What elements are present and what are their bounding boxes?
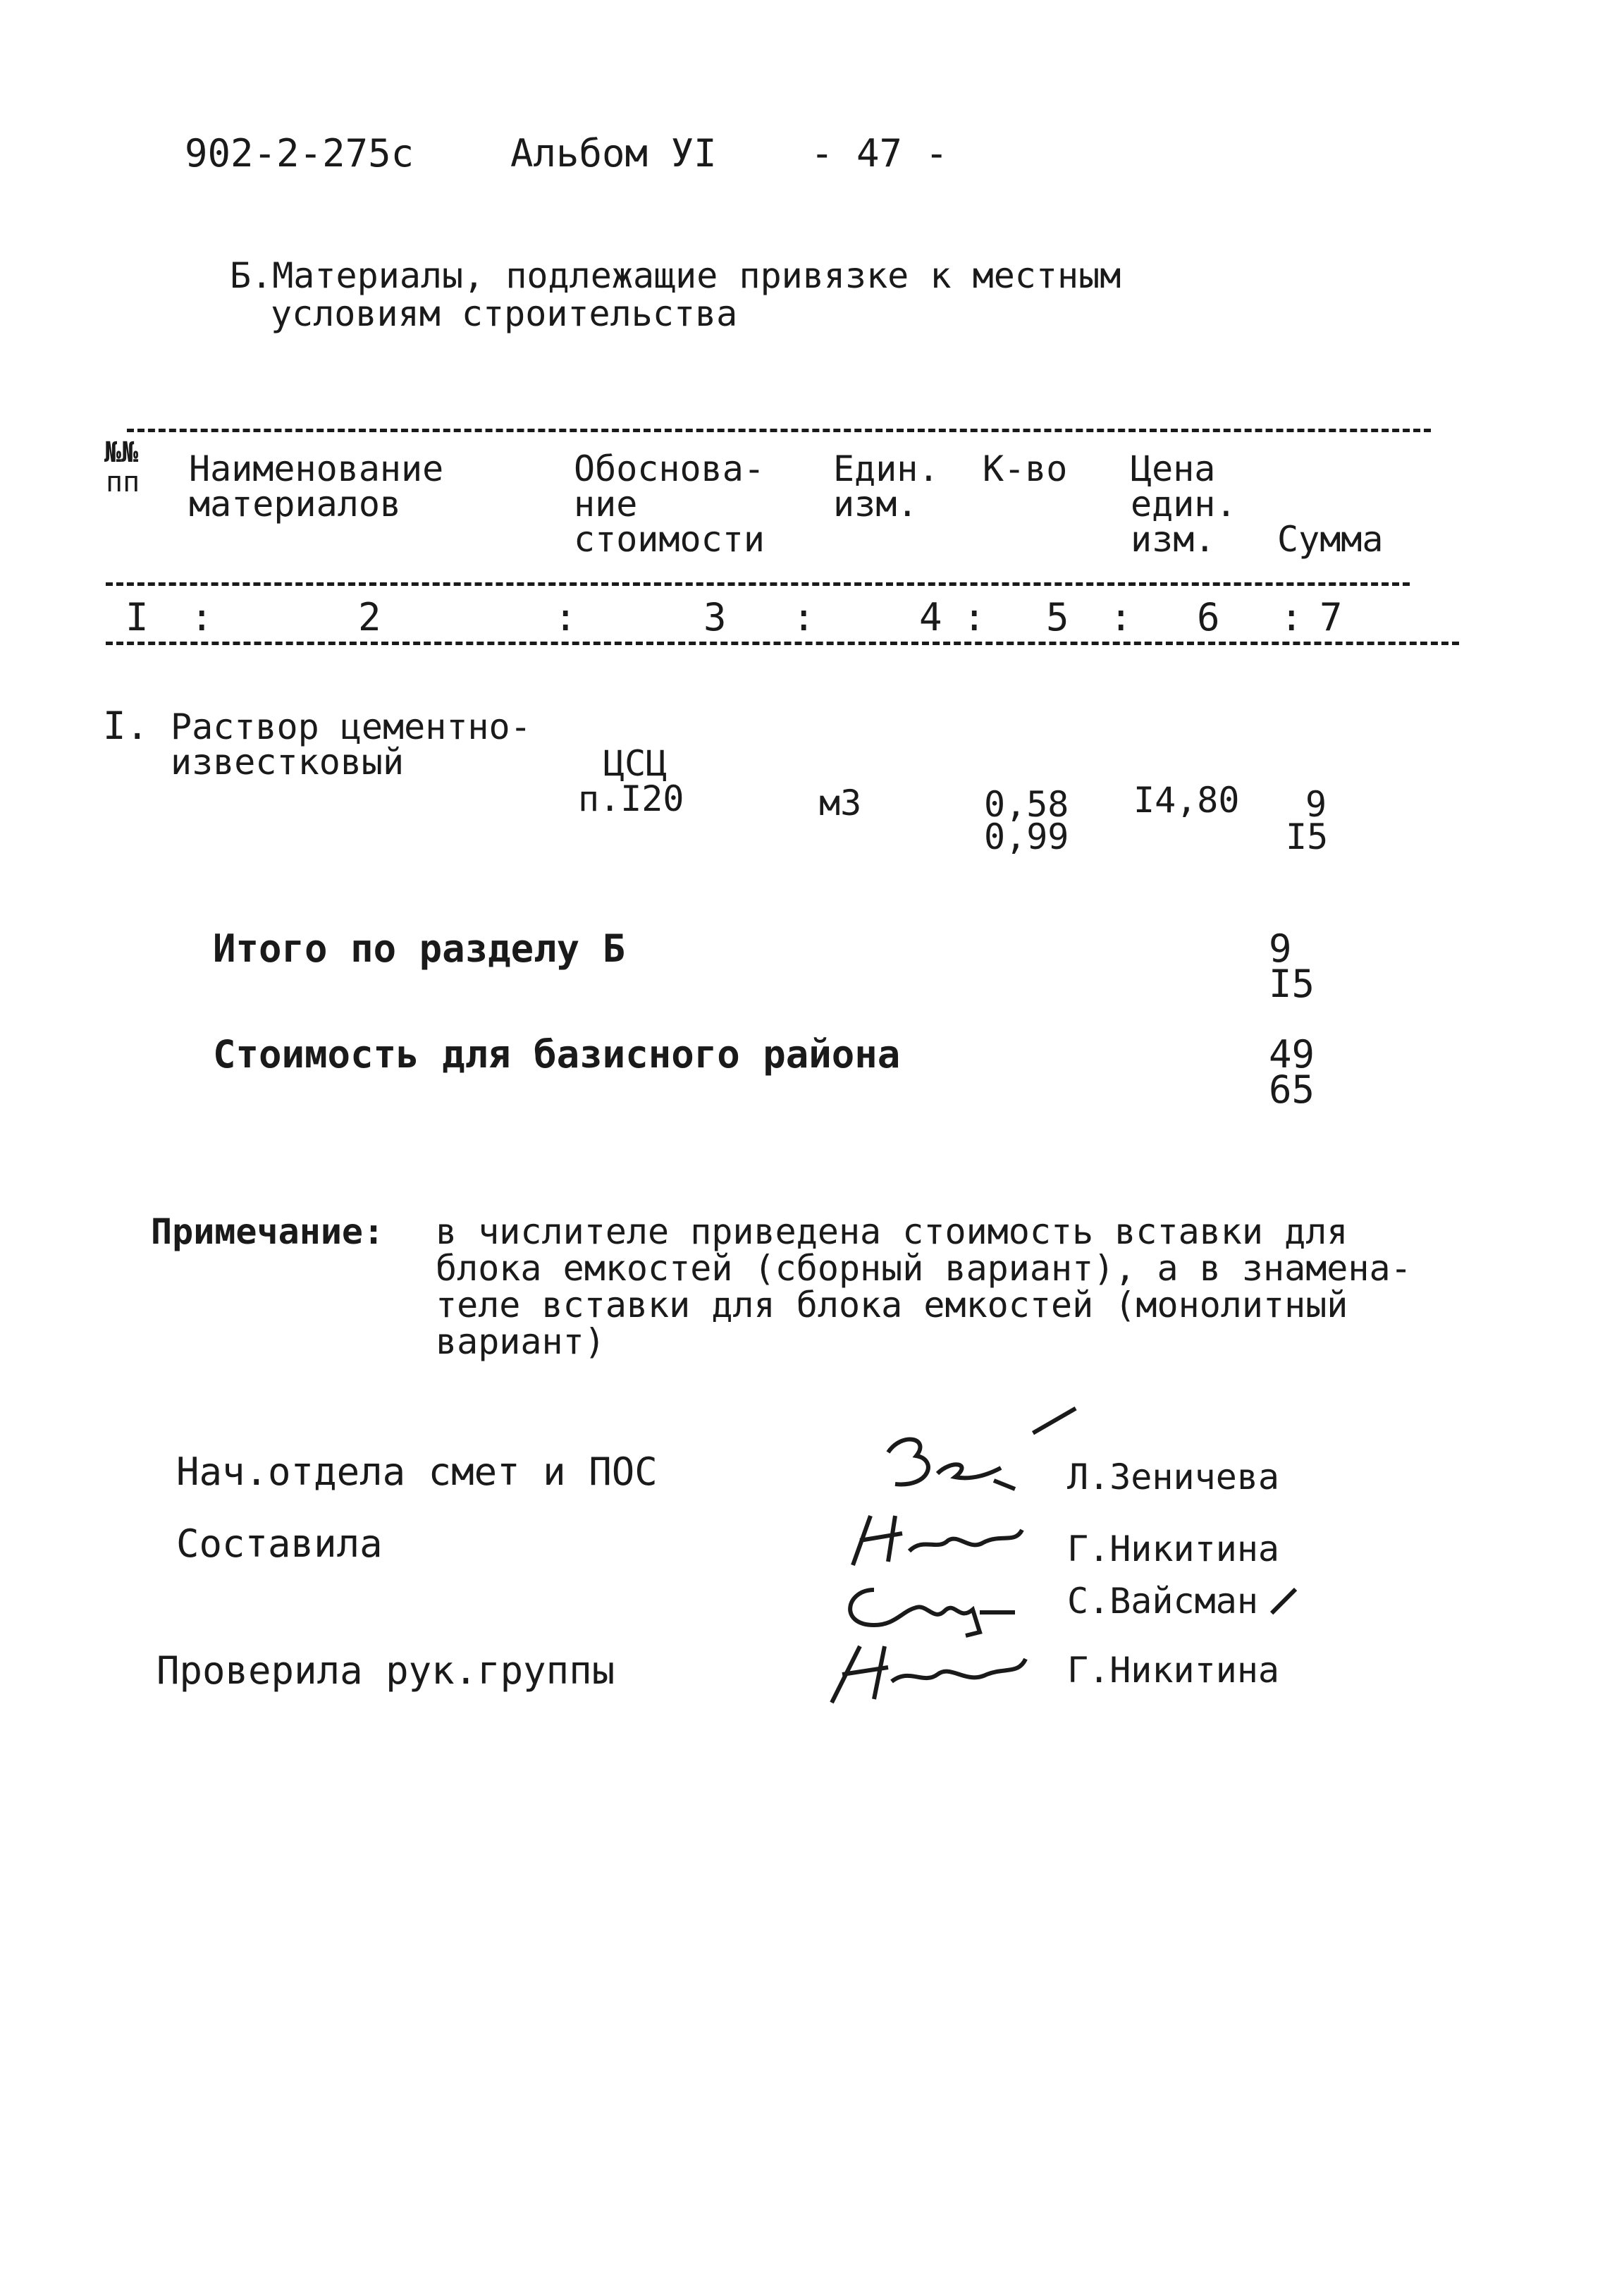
signature-2-image: [832, 1502, 1043, 1572]
total-numerator: 9: [1269, 926, 1292, 971]
col-separator: :: [190, 595, 214, 639]
header-sum: Сумма: [1277, 519, 1384, 560]
signature-3-slash: [1270, 1588, 1297, 1615]
name-4: Г.Никитина: [1067, 1650, 1280, 1691]
row-qty-numerator: 0,58: [984, 784, 1069, 825]
base-cost-denominator: 65: [1269, 1067, 1315, 1112]
name-1: Л.Зеничева: [1067, 1457, 1280, 1497]
row-unit: м3: [819, 783, 862, 823]
section-title-line1: Б.Материалы, подлежащие привязке к местным: [230, 255, 1121, 296]
note-line1: в числителе приведена стоимость вставки для: [436, 1211, 1348, 1252]
header-basis-line2: ние: [574, 484, 638, 525]
page-number: - 47 -: [811, 131, 949, 176]
row-sum-numerator: 9: [1305, 784, 1327, 825]
header-bottom-rule: [106, 582, 1410, 586]
header-name-line2: материалов: [189, 484, 402, 525]
header-price-line1: Цена: [1131, 448, 1216, 489]
total-label: Итого по разделу Б: [213, 926, 626, 971]
note-line3: теле вставки для блока емкостей (монолитный: [436, 1285, 1348, 1325]
signature-3-image: [832, 1569, 1043, 1639]
row-basis-line1: ЦСЦ: [603, 743, 668, 784]
col-separator: :: [554, 595, 577, 639]
header-unit-line2: изм.: [833, 484, 918, 525]
row-sum-denominator: I5: [1286, 816, 1329, 857]
row-number: I.: [103, 704, 149, 748]
row-name-line1: Раствор цементно-: [171, 706, 531, 747]
col-number-4: 4: [919, 595, 942, 639]
note-line2: блока емкостей (сборный вариант), а в знамена-: [436, 1248, 1412, 1289]
header-name-line1: Наименование: [189, 448, 444, 489]
col-number-5: 5: [1046, 595, 1069, 639]
section-title-line2: условиям строительства: [271, 293, 738, 334]
col-numbers-bottom-rule: [106, 642, 1459, 645]
base-cost-label: Стоимость для базисного района: [213, 1032, 901, 1077]
table-top-rule: [127, 429, 1431, 432]
total-denominator: I5: [1269, 962, 1315, 1006]
role-checked-by: Проверила рук.группы: [156, 1648, 615, 1693]
header-basis-line1: Обоснова-: [574, 448, 765, 489]
row-qty-denominator: 0,99: [984, 816, 1069, 857]
note-line4: вариант): [436, 1321, 605, 1362]
col-separator: :: [1109, 595, 1133, 639]
note-label: Примечание:: [151, 1211, 385, 1252]
header-num-line1: №№: [104, 436, 139, 469]
name-3: С.Вайсман: [1067, 1581, 1258, 1622]
header-basis-line3: стоимости: [574, 519, 765, 560]
col-separator: :: [792, 595, 816, 639]
header-qty: К-во: [983, 448, 1068, 489]
signature-1-image: [832, 1424, 1064, 1502]
col-separator: :: [1280, 595, 1303, 639]
role-compiled-by: Составила: [176, 1521, 383, 1566]
row-basis-line2: п.I20: [578, 778, 684, 819]
album-label: Альбом УI: [510, 131, 717, 176]
row-name-line2: известковый: [171, 742, 405, 783]
name-2: Г.Никитина: [1067, 1528, 1280, 1569]
header-unit-line1: Един.: [833, 448, 940, 489]
header-num-line2: пп: [106, 466, 140, 498]
header-price-line2: един.: [1131, 484, 1237, 525]
col-number-7: 7: [1320, 595, 1343, 639]
col-number-6: 6: [1197, 595, 1220, 639]
col-separator: :: [963, 595, 986, 639]
document-code: 902-2-275с: [185, 131, 414, 176]
col-number-2: 2: [358, 595, 381, 639]
row-price: I4,80: [1133, 780, 1240, 821]
base-cost-numerator: 49: [1269, 1032, 1315, 1077]
col-number-3: 3: [703, 595, 727, 639]
role-head-of-department: Нач.отдела смет и ПОС: [176, 1450, 658, 1494]
signature-4-image: [818, 1632, 1043, 1710]
header-price-line3: изм.: [1131, 519, 1216, 560]
col-number-1: I: [125, 595, 149, 639]
